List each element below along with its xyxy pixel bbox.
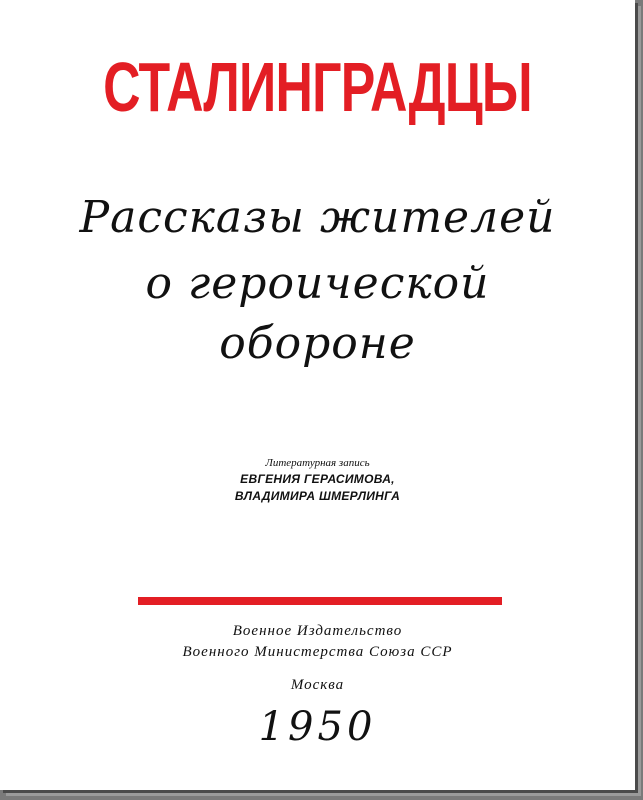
- publisher-line-2: Военного Министерства Союза ССР: [182, 644, 453, 660]
- credit-label: Литературная запись: [265, 457, 370, 469]
- book-title: СТАЛИНГРАДЦЫ: [103, 48, 532, 126]
- subtitle-line-3: обороне: [219, 318, 416, 369]
- author-name-1: ЕВГЕНИЯ ГЕРАСИМОВА,: [240, 472, 395, 486]
- subtitle-line-1: Рассказы жителей: [79, 192, 556, 243]
- red-divider-rule: [138, 597, 502, 605]
- author-name-2: ВЛАДИМИРА ШМЕРЛИНГА: [234, 489, 401, 503]
- publication-city: Москва: [290, 677, 345, 693]
- publication-year: 1950: [258, 704, 377, 750]
- publisher-line-1: Военное Издательство: [232, 623, 403, 639]
- subtitle-line-2: о героической: [145, 258, 490, 309]
